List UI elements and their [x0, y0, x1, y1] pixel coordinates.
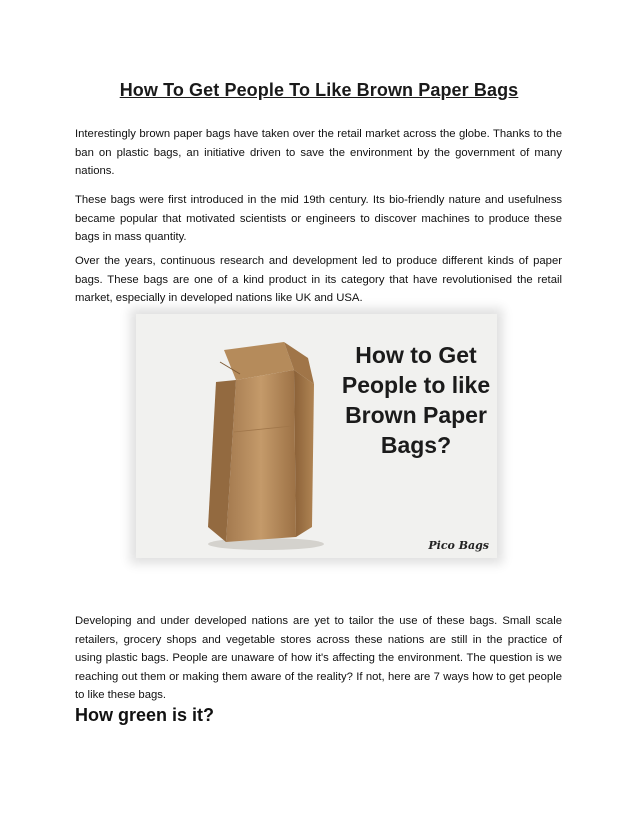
paragraph-intro: Interestingly brown paper bags have taken over the retail market across the globe. Thanks to the ban on plastic bags, an initiative driven to save the environment by the government of many nations. — [75, 128, 562, 178]
image-brand-logo: Pico Bags — [428, 539, 489, 552]
section-heading: How green is it? — [75, 705, 215, 725]
paragraph-history: These bags were first introduced in the mid 19th century. Its bio-friendly nature and usefulness became popular that motivated scientists or engineers to discover machines to produce these bags in mass quantity. — [75, 194, 562, 244]
paragraph-developing-nations: Developing and under developed nations are yet to tailor the use of these bags. Small scale retailers, grocery shops and vegetable stores across these nations are still in the practice of using plastic bags. People are unaware of how it's affecting the environment. The question is we reaching out them or making them aware of the reality? If not, here are 7 ways how to get people to like these bags. — [75, 615, 562, 702]
image-headline-text: How to Get People to like Brown Paper Bags? — [341, 342, 491, 458]
paragraph-development: Over the years, continuous research and development led to produce different kinds of paper bags. These bags are one of a kind product in its category that have revolutionised the retail market, especially in developed nations like UK and USA. — [75, 255, 562, 305]
document-title: How To Get People To Like Brown Paper Bags — [119, 80, 519, 100]
paper-bag-image — [136, 314, 497, 558]
paper-bag-illustration — [196, 322, 326, 552]
